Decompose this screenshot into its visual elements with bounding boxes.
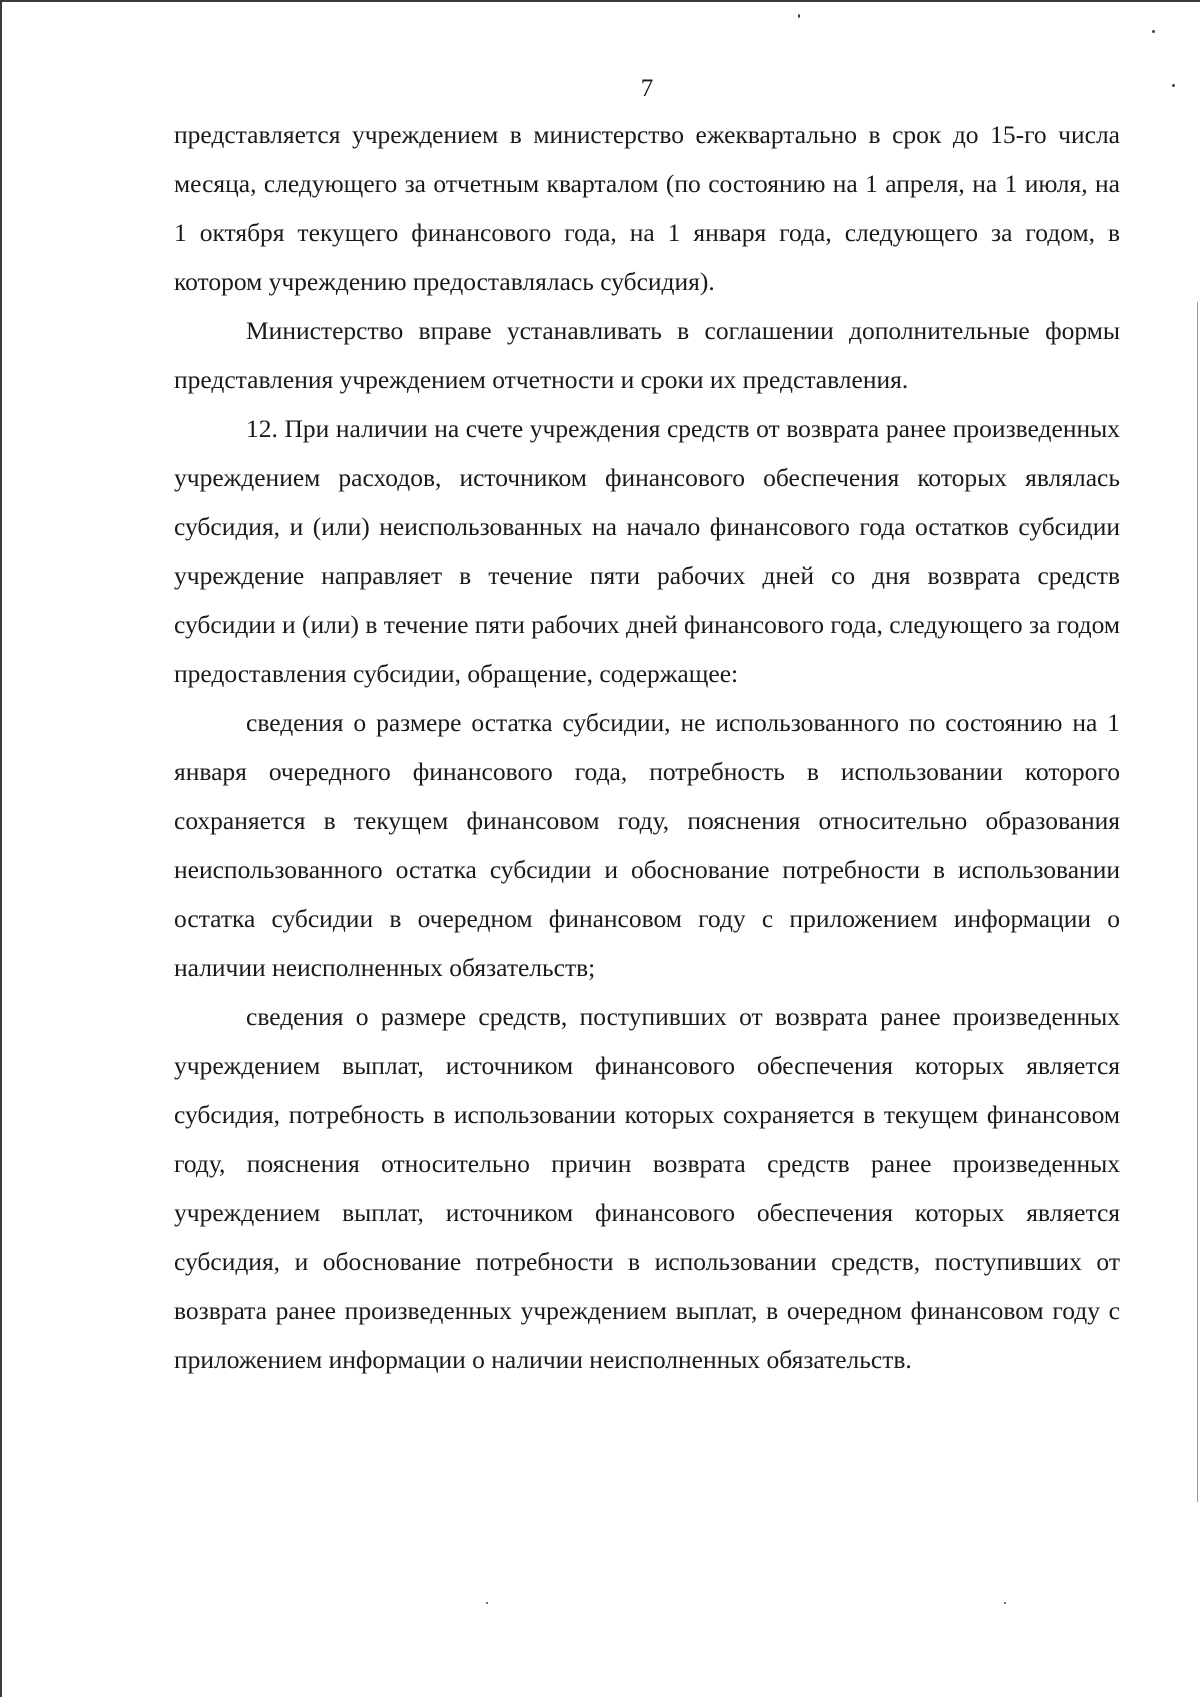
scan-edge-line	[1197, 302, 1198, 1502]
paragraph-item-12: 12. При наличии на счете учреждения средств от возврата ранее произведенных учреждением расходов, источником финансового обеспечения которых являлась субсидия, и (или) неиспользованных на начало финансового года остатков субсидии учреждение направляет в течение пяти рабочих дней со дня возврата средств субсидии и (или) в течение пяти рабочих дней финансового года, следующего за годом предоставления субсидии, обращение, содержащее:	[174, 414, 1120, 688]
scan-speck	[1004, 1602, 1006, 1604]
scan-speck	[798, 14, 800, 18]
paragraph-returned-funds: сведения о размере средств, поступивших от возврата ранее произведенных учреждением выплат, источником финансового обеспечения которых является субсидия, потребность в использовании которых сохраняется в текущем финансовом году, пояснения относительно причин возврата средств ранее произведенных учреждением выплат, источником финансового обеспечения которых является субсидия, и обоснование потребности в использовании средств, поступивших от возврата ранее произведенных учреждением выплат, в очередном финансовом году с приложением информации о наличии неисполненных обязательств.	[174, 1002, 1120, 1374]
paragraph-continuation: представляется учреждением в министерство ежеквартально в срок до 15-го числа месяца, следующего за отчетным кварталом (по состоянию на 1 апреля, на 1 июля, на 1 октября текущего финансового года, на 1 января года, следующего за годом, в котором учреждению предоставлялась субсидия).	[174, 120, 1120, 296]
paragraph-additional-forms: Министерство вправе устанавливать в соглашении дополнительные формы представления учреждением отчетности и сроки их представления.	[174, 316, 1120, 394]
scan-speck	[486, 1602, 488, 1604]
page-number: 7	[640, 75, 654, 102]
scan-speck	[1152, 30, 1155, 33]
paragraph-remaining-subsidy: сведения о размере остатка субсидии, не использованного по состоянию на 1 января очередного финансового года, потребность в использовании которого сохраняется в текущем финансовом году, пояснения относительно образования неиспользованного остатка субсидии и обоснование потребности в использовании остатка субсидии в очередном финансовом году с приложением информации о наличии неисполненных обязательств;	[174, 708, 1120, 982]
document-body	[174, 110, 1120, 1384]
